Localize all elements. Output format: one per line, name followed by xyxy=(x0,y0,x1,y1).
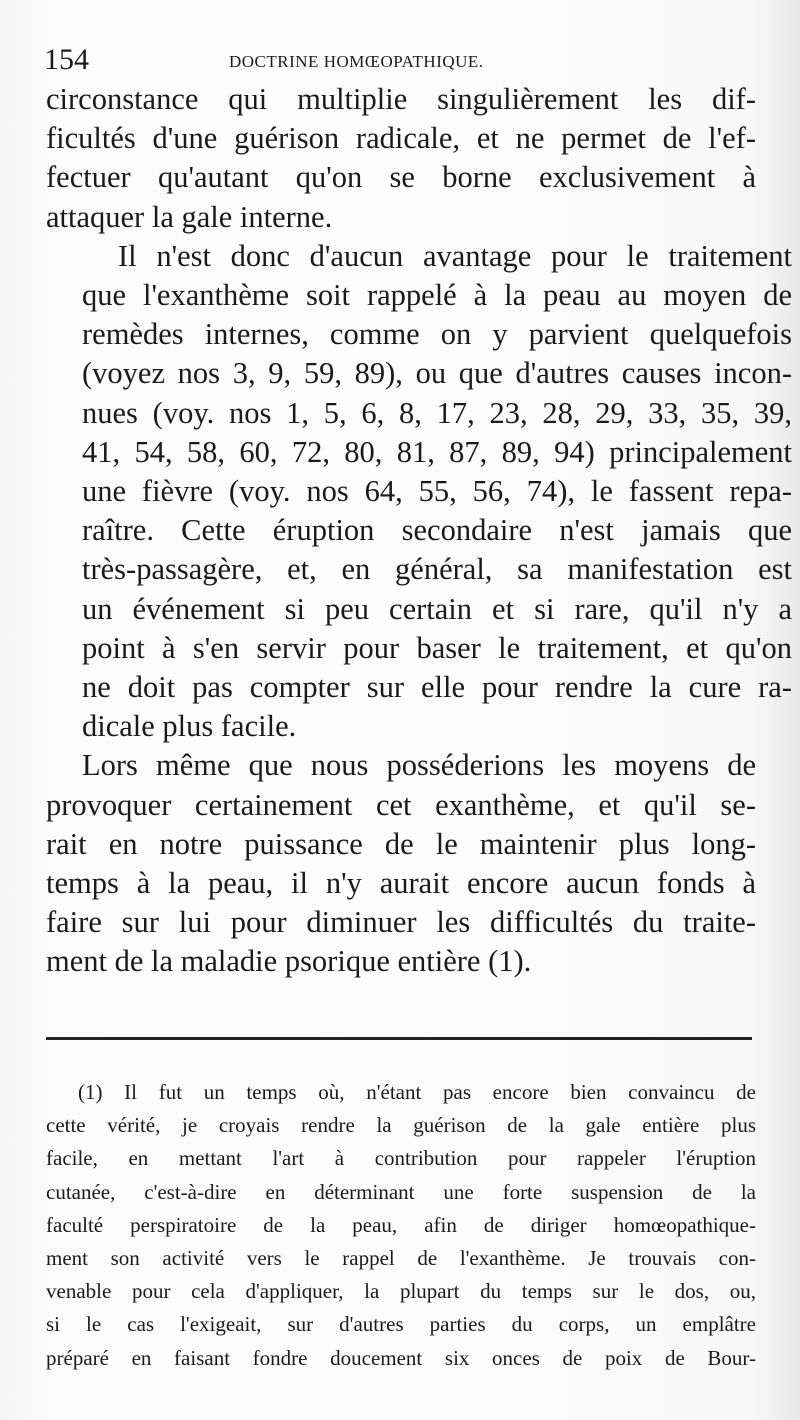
paragraph-3 xyxy=(46,746,756,981)
text-line: rait en notre puissance de le maintenir plus long- xyxy=(46,826,756,861)
footnote-line: si le cas l'exigeait, sur d'autres parties du corps, un emplâtre xyxy=(46,1312,756,1337)
text-line: temps à la peau, il n'y aurait encore aucun fonds à xyxy=(46,866,756,901)
footnote-line: ment son activité vers le rappel de l'exanthème. Je trouvais con- xyxy=(46,1246,756,1271)
text-line: dicale plus facile. xyxy=(82,709,297,744)
text-line: ficultés d'une guérison radicale, et ne permet de l'ef- xyxy=(46,121,756,156)
text-line: attaquer la gale interne. xyxy=(46,199,333,234)
footnote-line: (1) Il fut un temps où, n'étant pas encore bien convaincu de xyxy=(78,1080,756,1104)
text-line: faire sur lui pour diminuer les difficultés du traite- xyxy=(46,905,756,940)
page-number: 154 xyxy=(44,43,89,76)
text-line: circonstance qui multiplie singulièrement les dif- xyxy=(46,82,756,116)
text-line: fectuer qu'autant qu'on se borne exclusivement à xyxy=(46,160,756,195)
text-line: une fièvre (voy. nos 64, 55, 56, 74), le fassent repa- xyxy=(82,474,792,509)
text-line: Lors même que nous posséderions les moyens de xyxy=(82,748,756,783)
text-line: que l'exanthème soit rappelé à la peau au moyen de xyxy=(82,278,792,313)
text-line: point à s'en servir pour baser le traitement, et qu'on xyxy=(82,630,792,665)
footnote-line: cutanée, c'est-à-dire en déterminant une forte suspension de la xyxy=(46,1179,756,1204)
footnote xyxy=(46,1076,756,1375)
footnote-line: préparé en faisant fondre doucement six onces de poix de Bour- xyxy=(46,1345,756,1370)
main-text xyxy=(46,80,792,982)
footnote-line: facile, en mettant l'art à contribution pour rappeler l'éruption xyxy=(46,1146,756,1171)
footnote-line: faculté perspiratoire de la peau, afin de diriger homœopathique- xyxy=(46,1212,756,1237)
footnote-divider xyxy=(46,1037,752,1040)
text-line: raître. Cette éruption secondaire n'est jamais que xyxy=(82,513,792,548)
text-line: nues (voy. nos 1, 5, 6, 8, 17, 23, 28, 29, 33, 35, 39, xyxy=(82,395,792,430)
page-header xyxy=(44,40,760,80)
text-line: provoquer certainement cet exanthème, et qu'il se- xyxy=(46,787,756,822)
text-line: (voyez nos 3, 9, 59, 89), ou que d'autres causes incon- xyxy=(82,356,792,391)
paragraph-2 xyxy=(46,237,792,747)
text-line: 41, 54, 58, 60, 72, 80, 81, 87, 89, 94) principalement xyxy=(82,434,792,469)
text-line: ment de la maladie psorique entière (1). xyxy=(46,944,532,979)
paragraph-1 xyxy=(46,80,756,237)
text-line: un événement si peu certain et si rare, qu'il n'y a xyxy=(82,591,792,626)
footnote-line: cette vérité, je croyais rendre la guérison de la gale entière plus xyxy=(46,1113,756,1138)
text-line: très-passagère, et, en général, sa manifestation est xyxy=(82,552,792,587)
footnote-line: venable pour cela d'appliquer, la plupart du temps sur le dos, ou, xyxy=(46,1279,756,1304)
text-line: ne doit pas compter sur elle pour rendre la cure ra- xyxy=(82,670,792,705)
text-line: Il n'est donc d'aucun avantage pour le traitement xyxy=(118,238,792,273)
running-head: DOCTRINE HOMŒOPATHIQUE. xyxy=(229,52,484,71)
text-line: remèdes internes, comme on y parvient quelquefois xyxy=(82,317,792,352)
